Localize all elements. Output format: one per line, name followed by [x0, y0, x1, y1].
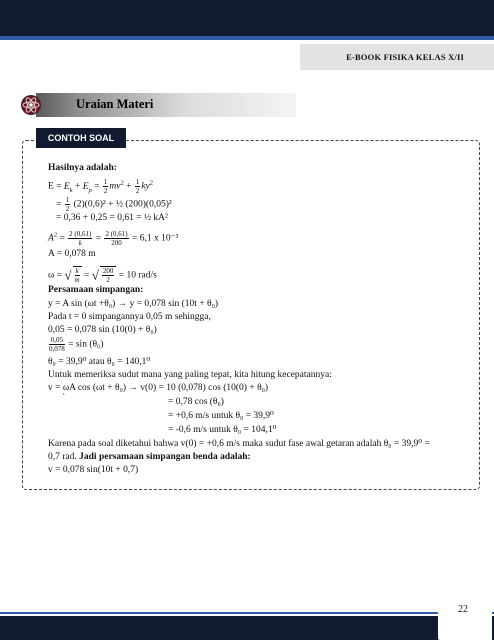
ratio-line: $\frac{0,05}{0,078}$ = sin (θ₀): [49, 336, 104, 353]
top-banner: [0, 0, 494, 36]
stray-mark: `: [62, 393, 66, 403]
theta-values: θ₀ = 39,9⁰ atau θ₀ = 140,1⁰: [48, 357, 151, 367]
energy-result: = 0,36 + 0,25 = 0,61 = ½ kA²: [56, 213, 168, 223]
atom-icon: [20, 94, 42, 116]
conclusion-line-1: Karena pada soal diketahui bahwa v(0) = +0,6 m/s maka sudut fase awal getaran adalah θ₀ = 39,9⁰ =: [48, 439, 430, 449]
footer-accent-stripe: [0, 612, 494, 614]
section-title: Uraian Materi: [76, 97, 154, 111]
velocity-check-intro: Untuk memeriksa sudut mana yang paling tepat, kita hitung kecepatannya:: [48, 370, 332, 380]
initial-condition: Pada t = 0 simpangannya 0,05 m sehingga,: [48, 312, 211, 322]
section-heading-bar: [36, 93, 296, 117]
footer-banner: [0, 616, 494, 640]
top-accent-stripe: [0, 36, 494, 40]
velocity-step-3: = +0,6 m/s untuk θ₀ = 39,9⁰: [168, 411, 274, 421]
ebook-title: E-BOOK FISIKA KELAS X/II: [346, 52, 464, 62]
heading-displacement: Persamaan simpangan:: [48, 285, 144, 295]
page-number: 22: [458, 604, 468, 615]
energy-equation: $E = E_k + E_p$ = $\frac{1}{2}$ $mv^2$ + $\frac{1}{2}$ $ky^2$: [48, 178, 154, 195]
omega-equation: ω = √ $\frac{k}{m}$ = √ $\frac{200}{2}$ = 10 rad/s: [48, 267, 157, 284]
energy-substitution: = $\frac{1}{2}$ (2)(0,6)² + ½ (200)(0,05)²: [56, 196, 172, 213]
velocity-step-2: = 0,78 cos (θ₀): [168, 397, 224, 407]
amplitude-value: A = 0,078 m: [48, 249, 96, 259]
velocity-step-4: = -0,6 m/s untuk θ₀ = 104,1⁰: [168, 425, 277, 435]
example-tab-label: CONTOH SOAL: [36, 128, 126, 148]
amplitude-squared: $A^2$ = $\frac{2 (0,61)}{k}$ = $\frac{2 (0,61)}{200}$ = 6,1 x 10⁻³: [48, 230, 179, 247]
heading-result: Hasilnya adalah:: [48, 163, 117, 173]
conclusion-line-2: 0,7 rad. Jadi persamaan simpangan benda adalah:: [48, 452, 251, 462]
final-equation: v = 0,078 sin(10t + 0,7): [48, 465, 139, 475]
substitution-line: 0,05 = 0,078 sin (10(0) + θ₀): [48, 325, 157, 335]
velocity-equation: v = ωA cos (ωt + θ₀) → v(0) = 10 (0,078) cos (10(0) + θ₀): [48, 383, 269, 393]
displacement-equation: y = A sin (ωt +θ₀) → y = 0,078 sin (10t + θ₀): [48, 299, 219, 309]
